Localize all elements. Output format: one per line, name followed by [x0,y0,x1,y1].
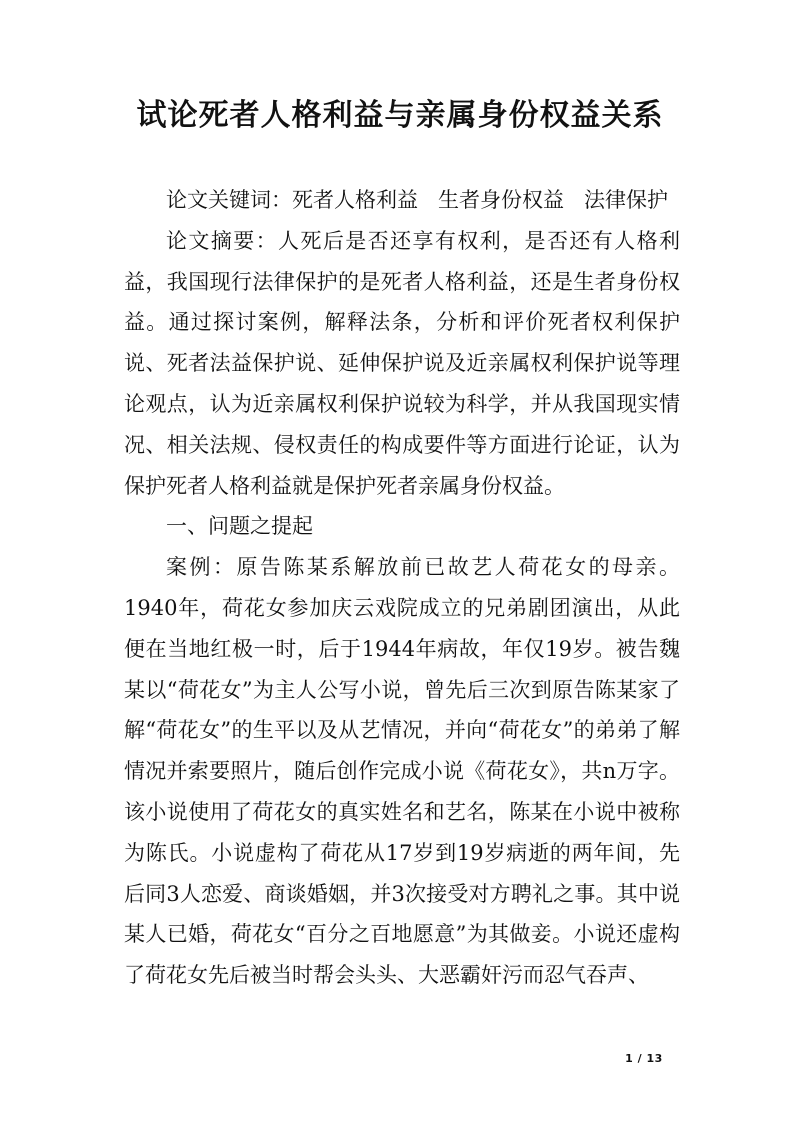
case-paragraph: 案例：原告陈某系解放前已故艺人荷花女的母亲。1940年，荷花女参加庆云戏院成立的兄弟剧团演出，从此便在当地红极一时，后于1944年病故，年仅19岁。被告魏某以“荷花女”为主人公写小说，曾先后三次到原告陈某家了解“荷花女”的生平以及从艺情况，并向“荷花女”的弟弟了解情况并索要照片，随后创作完成小说《荷花女》，共n万字。该小说使用了荷花女的真实姓名和艺名，陈某在小说中被称为陈氏。小说虚构了荷花从17岁到19岁病逝的两年间，先后同3人恋爱、商谈婚姻，并3次接受对方聘礼之事。其中说某人已婚，荷花女“百分之百地愿意”为其做妾。小说还虚构了荷花女先后被当时帮会头头、大恶霸奸污而忍气吞声、 [124,555,680,988]
abstract-paragraph [124,221,680,507]
keywords-label: 论文关键词： [166,188,292,212]
page-number: 1 / 13 [625,1052,663,1065]
abstract-label: 论文摘要： [166,228,279,253]
keyword-item: 死者人格利益 [292,188,418,212]
section-heading: 一、问题之提起 [166,514,313,539]
keywords-line [124,180,680,221]
abstract-text: 人死后是否还享有权利，是否还有人格利益，我国现行法律保护的是死者人格利益，还是生者身份权益。通过探讨案例，解释法条，分析和评价死者权利保护说、死者法益保护说、延伸保护说及近亲属权利保护说等理论观点，认为近亲属权利保护说较为科学，并从我国现实情况、相关法规、侵权责任的构成要件等方面进行论证，认为保护死者人格利益就是保护死者亲属身份权益。 [124,228,680,498]
keyword-item: 法律保护 [584,188,668,212]
document-body [124,180,680,996]
keyword-item: 生者身份权益 [438,188,564,212]
document-title: 试论死者人格利益与亲属身份权益关系 [136,98,664,133]
